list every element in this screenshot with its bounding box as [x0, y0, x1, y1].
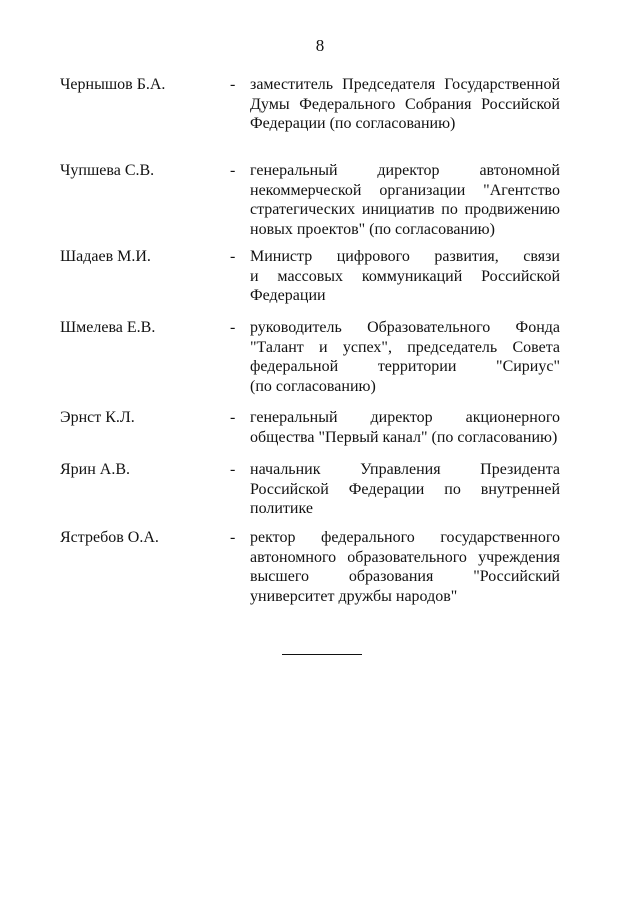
description-line: некоммерческой организации "Агентство: [250, 181, 560, 199]
page-number: 8: [315, 36, 325, 55]
description-line: политике: [250, 500, 313, 517]
description-line: "Талант и успех", председатель Совета: [250, 338, 560, 356]
member-description: [250, 161, 560, 239]
description-line: новых проектов" (по согласованию): [250, 220, 495, 238]
member-description: [250, 460, 560, 519]
description-line: заместитель Председателя Государственной: [250, 76, 560, 93]
member-row: [60, 161, 560, 247]
member-row: [60, 408, 560, 460]
member-name: Чернышов Б.А.: [60, 76, 166, 93]
member-row: [60, 460, 560, 528]
description-line: генеральный директор автономной: [250, 162, 560, 179]
member-name: Ярин А.В.: [60, 461, 131, 478]
member-row: [60, 318, 560, 408]
description-line: Федерации (по согласованию): [250, 115, 456, 132]
description-line: высшего образования "Российский: [250, 568, 560, 585]
member-description: [250, 75, 560, 134]
member-name: Шадаев М.И.: [60, 248, 151, 265]
description-line: Министр цифрового развития, связи: [250, 248, 560, 265]
member-description: [250, 247, 560, 306]
description-line: Думы Федерального Собрания Российской: [250, 95, 560, 113]
description-line: федеральной территории "Сириус": [250, 358, 560, 375]
member-dash: -: [230, 529, 236, 546]
description-line: университет дружбы народов": [250, 587, 458, 605]
member-dash: -: [230, 319, 236, 336]
member-name: Шмелева Е.В.: [60, 319, 156, 336]
member-name: Чупшева С.В.: [60, 162, 155, 179]
description-line: и массовых коммуникаций Российской: [250, 267, 560, 285]
description-line: стратегических инициатив по продвижению: [250, 201, 560, 218]
members-list: [60, 75, 560, 608]
description-line: начальник Управления Президента: [250, 461, 560, 478]
description-line: Российской Федерации по внутренней: [250, 480, 560, 498]
description-line: генеральный директор акционерного: [250, 409, 560, 426]
member-name: Ястребов О.А.: [60, 529, 159, 546]
member-row: [60, 528, 560, 608]
member-dash: -: [230, 76, 236, 93]
member-row: [60, 247, 560, 318]
member-description: [250, 528, 560, 606]
member-dash: -: [230, 461, 236, 478]
member-dash: -: [230, 409, 236, 426]
end-separator-line: [282, 654, 362, 655]
description-line: Федерации: [250, 287, 326, 304]
member-description: [250, 408, 560, 447]
member-name: Эрнст К.Л.: [60, 409, 135, 426]
description-line: ректор федерального государственного: [250, 529, 560, 546]
description-line: (по согласованию): [250, 377, 376, 395]
description-line: руководитель Образовательного Фонда: [250, 319, 560, 336]
member-description: [250, 318, 560, 396]
description-line: автономного образовательного учреждения: [250, 548, 560, 566]
member-dash: -: [230, 162, 236, 179]
member-dash: -: [230, 248, 236, 265]
member-row: [60, 75, 560, 161]
description-line: общества "Первый канал" (по согласованию): [250, 428, 558, 446]
